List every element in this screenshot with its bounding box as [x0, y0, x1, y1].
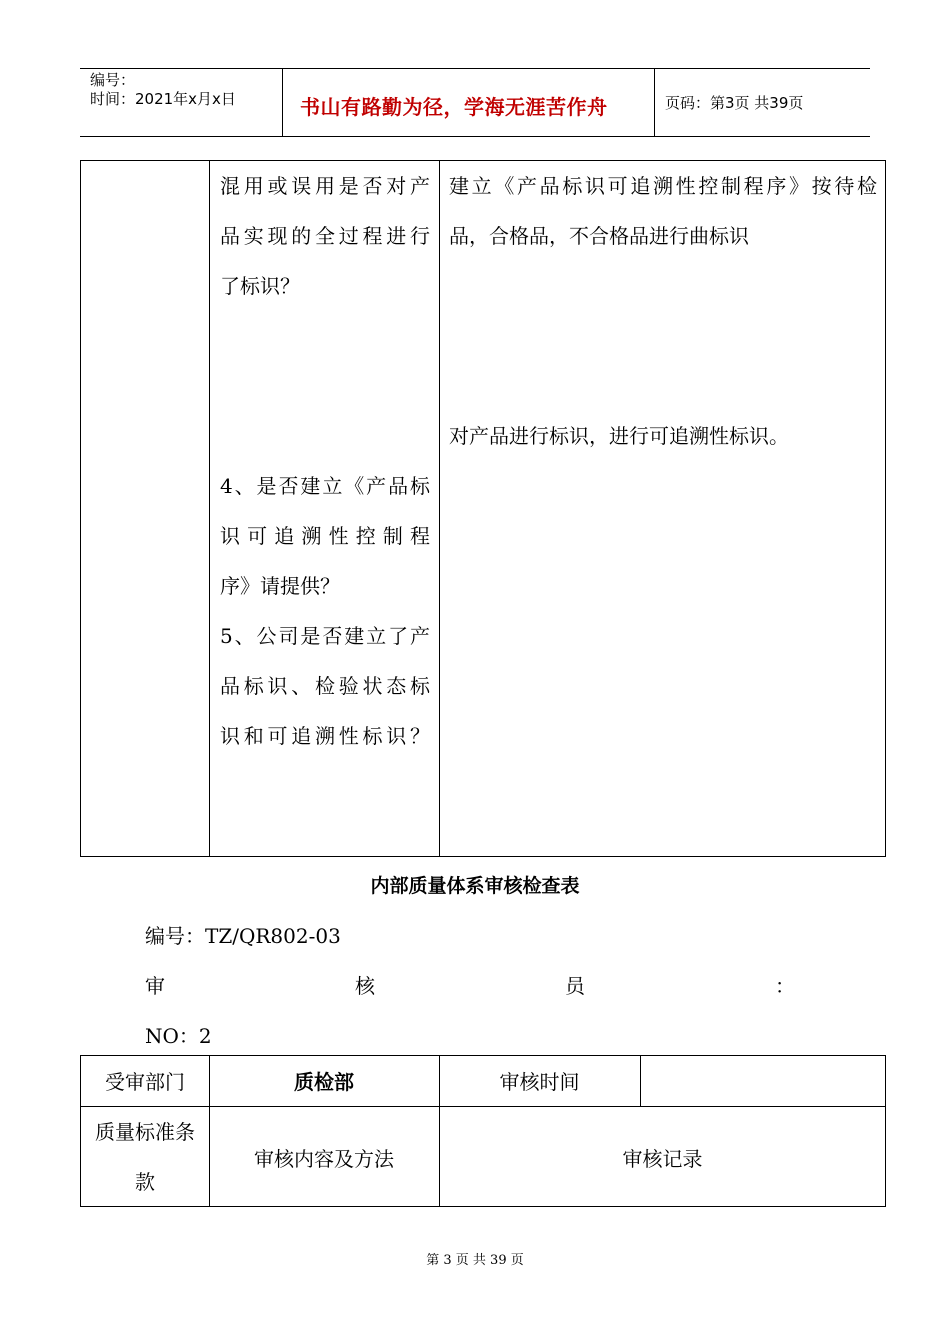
- content-line: 品标识、检验状态标: [220, 674, 430, 698]
- content-line: 4、是否建立《产品标: [220, 474, 430, 498]
- record-line: 品，合格品，不合格品进行曲标识: [449, 224, 749, 248]
- record-line: 建立《产品标识可追溯性控制程序》按待检: [449, 174, 877, 198]
- content-line: 序》请提供？: [220, 574, 340, 598]
- content-line: 了标识？: [220, 274, 300, 298]
- audit-time-value: [640, 1055, 886, 1106]
- audit-time-label: 审核时间: [499, 1070, 580, 1094]
- form-code: 编号：TZ/QR802-03: [145, 924, 341, 948]
- clause-label-line: 款: [135, 1170, 155, 1194]
- table-column-divider: [209, 160, 210, 857]
- auditor-line: [145, 970, 795, 999]
- audit-record-cell: [449, 161, 877, 461]
- record-line: 对产品进行标识，进行可追溯性标识。: [449, 424, 789, 448]
- content-line: 5、公司是否建立了产: [220, 624, 430, 648]
- content-line: 混用或误用是否对产: [220, 174, 430, 198]
- audit-content-cell: [220, 161, 430, 761]
- page-footer: 第 3 页 共 39 页: [426, 1253, 524, 1268]
- header-page-info: 页码：第3页 共39页: [665, 94, 804, 112]
- table-column-divider: [439, 160, 440, 857]
- form-number: NO：2: [145, 1024, 212, 1048]
- clause-label: [80, 1107, 210, 1207]
- header-top-rule: [80, 68, 870, 69]
- auditor-char: 核: [355, 974, 375, 998]
- header-bottom-rule: [80, 136, 870, 137]
- form-title: 内部质量体系审核检查表: [370, 875, 580, 897]
- content-method-header: 审核内容及方法: [254, 1146, 394, 1171]
- content-line: 识和可追溯性标识？: [220, 724, 430, 748]
- auditor-char: 审: [145, 974, 165, 998]
- auditor-char: 员: [565, 974, 585, 998]
- header-motto: 书山有路勤为径，学海无涯苦作舟: [300, 95, 608, 119]
- dept-label: 受审部门: [105, 1070, 185, 1094]
- header-time-label: 时间：2021年x月x日: [90, 90, 236, 108]
- dept-value: 质检部: [294, 1070, 354, 1094]
- header-number-label: 编号：: [90, 71, 136, 89]
- content-line: 识可追溯性控制程: [220, 524, 430, 548]
- clause-label-line: 质量标准条: [95, 1120, 195, 1144]
- content-line: 品实现的全过程进行: [220, 224, 430, 248]
- header-divider: [654, 68, 655, 136]
- record-header: 审核记录: [622, 1146, 703, 1171]
- header-divider: [282, 68, 283, 136]
- auditor-char: ：: [775, 974, 795, 998]
